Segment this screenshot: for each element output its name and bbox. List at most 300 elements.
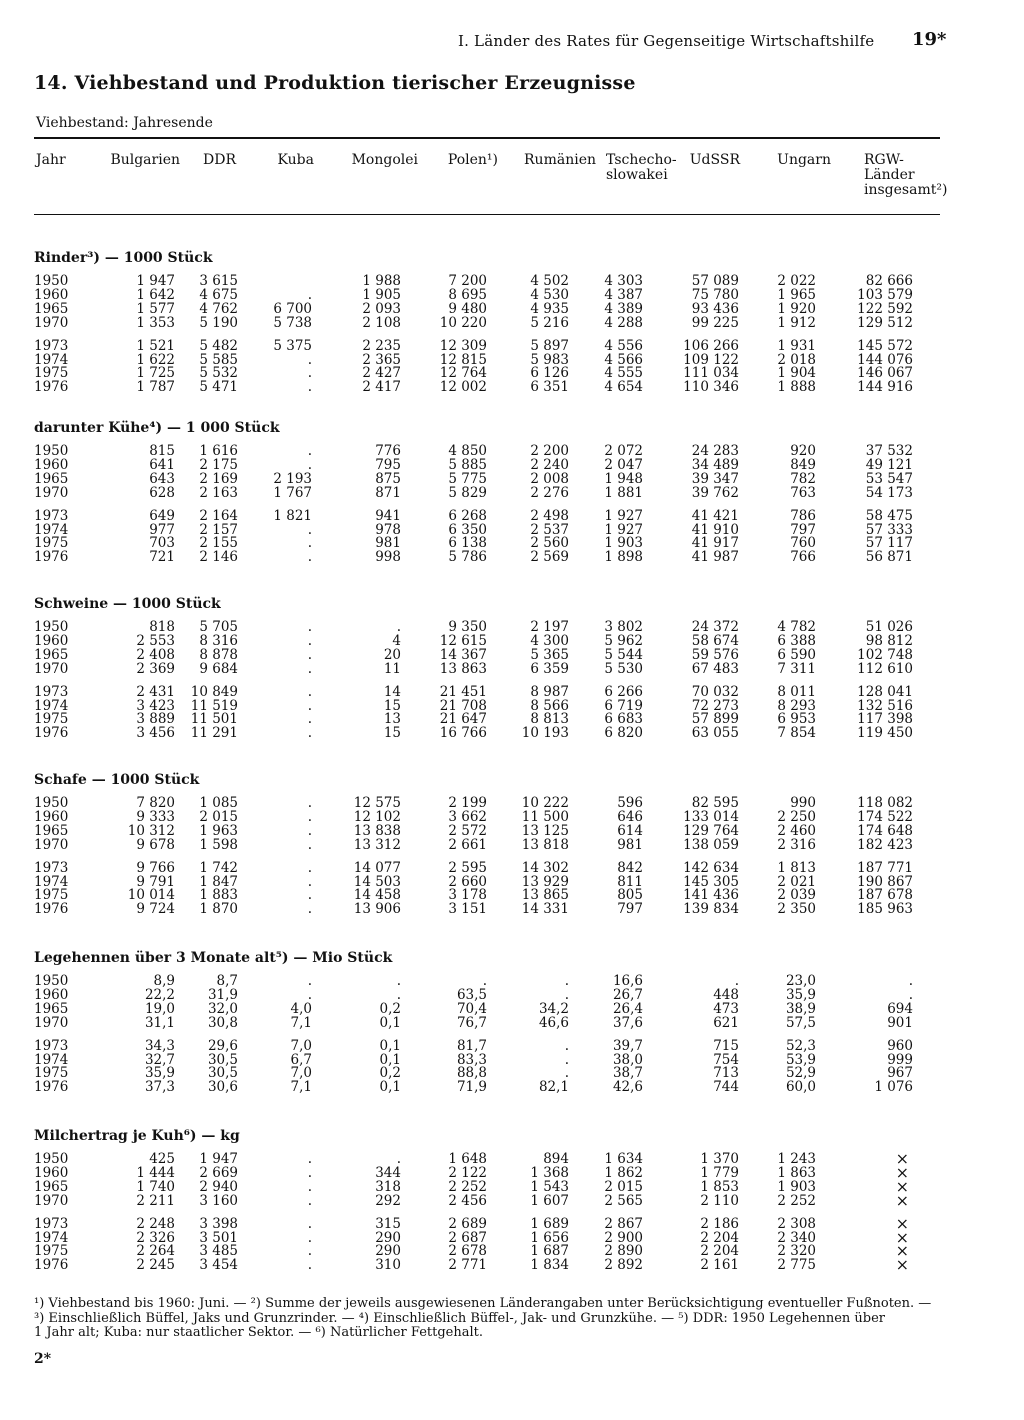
table-row <box>0 712 1024 726</box>
table-cell: 2 940 <box>199 1178 238 1195</box>
table-cell: 54 173 <box>865 484 913 501</box>
table-cell: 2 661 <box>448 836 487 853</box>
table-cell: 10 222 <box>521 795 569 811</box>
table-cell: . <box>307 836 312 853</box>
table-row <box>0 1227 1024 1247</box>
row-year: 1950 <box>34 795 69 811</box>
table-cell: 13 863 <box>439 660 487 677</box>
table-cell: 344 <box>375 1164 401 1181</box>
table-cell: 174 522 <box>857 808 913 825</box>
table-cell: . <box>307 697 312 714</box>
table-cell: 1 521 <box>136 337 175 354</box>
table-cell: 1 444 <box>136 1164 175 1181</box>
table-cell: 875 <box>375 470 401 487</box>
table-cell: 849 <box>790 456 816 473</box>
row-year: 1973 <box>34 507 69 524</box>
table-cell: 1 905 <box>362 286 401 303</box>
footnote-line: ³) Einschließlich Büffel, Jaks und Grunzrinder. — ⁴) Einschließlich Büffel-, Jak- und Grunzkühe. — ⁵) DDR: 1950 Legehennen über <box>34 1310 886 1326</box>
table-cell: 0,1 <box>379 1014 401 1031</box>
table-cell: 39,7 <box>612 1037 643 1054</box>
table-cell: 12 764 <box>439 365 487 382</box>
col-header-kuba: Kuba <box>277 152 314 168</box>
table-cell: 12 575 <box>353 795 401 811</box>
table-cell: 7 854 <box>777 725 816 742</box>
table-cell: . <box>307 873 312 890</box>
row-year: 1975 <box>34 535 69 552</box>
table-cell: 1 243 <box>777 1151 816 1167</box>
table-cell: 318 <box>375 1178 401 1195</box>
table-cell: 797 <box>617 901 643 918</box>
row-year: 1960 <box>34 986 69 1003</box>
table-cell: 1 862 <box>604 1164 643 1181</box>
table-cell: 4 935 <box>530 300 569 317</box>
table-cell: 1 353 <box>136 314 175 331</box>
table-cell: 2 252 <box>777 1192 816 1209</box>
table-cell: 146 067 <box>857 365 913 382</box>
table-row <box>0 1241 1024 1261</box>
table-subtitle: Viehbestand: Jahresende <box>36 115 213 131</box>
table-cell: 13 838 <box>353 822 401 839</box>
table-cell: 29,6 <box>207 1037 238 1054</box>
table-cell: 2 687 <box>448 1229 487 1246</box>
table-cell: 1 622 <box>136 351 175 368</box>
row-year: 1975 <box>34 1243 69 1260</box>
table-cell: 5 829 <box>448 484 487 501</box>
table-cell: 11 <box>383 660 401 677</box>
table-cell: 53 547 <box>865 470 913 487</box>
table-row <box>0 353 1024 367</box>
table-cell: 1 920 <box>777 300 816 317</box>
table-cell: . <box>564 1065 569 1082</box>
table-cell: 0,1 <box>379 1079 401 1096</box>
table-cell: 102 748 <box>857 646 913 663</box>
table-cell: 49 121 <box>865 456 913 473</box>
table-cell: 2 235 <box>362 337 401 354</box>
table-cell: 37,6 <box>612 1014 643 1031</box>
table-cell: × <box>895 1176 909 1196</box>
table-cell: 3 454 <box>199 1257 238 1274</box>
table-cell: 643 <box>149 470 175 487</box>
table-cell: 694 <box>887 1000 913 1017</box>
table-cell: 1 076 <box>874 1079 913 1096</box>
table-cell: 3 615 <box>199 273 238 289</box>
table-cell: 0,2 <box>379 1065 401 1082</box>
table-cell: 0,1 <box>379 1051 401 1068</box>
section-title: darunter Kühe⁴) — 1 000 Stück <box>34 420 280 436</box>
row-year: 1965 <box>34 1178 69 1195</box>
table-cell: 82,1 <box>538 1079 569 1096</box>
table-cell: 41 910 <box>691 521 739 538</box>
table-cell: . <box>564 986 569 1003</box>
table-cell: 30,5 <box>207 1051 238 1068</box>
row-year: 1973 <box>34 1215 69 1232</box>
table-cell: 16 766 <box>439 725 487 742</box>
col-header-tschechoslowakei: Tschecho- slowakei <box>606 152 677 183</box>
table-cell: 6 268 <box>448 507 487 524</box>
table-row <box>0 302 1024 316</box>
table-cell: 9 350 <box>448 619 487 635</box>
table-cell: 9 480 <box>448 300 487 317</box>
table-cell: 2 015 <box>199 808 238 825</box>
table-cell: 3 802 <box>604 619 643 635</box>
table-cell: 12 102 <box>353 808 401 825</box>
table-cell: 2 175 <box>199 456 238 473</box>
table-cell: 4 675 <box>199 286 238 303</box>
table-cell: 75 780 <box>691 286 739 303</box>
table-cell: 473 <box>713 1000 739 1017</box>
table-cell: 628 <box>149 484 175 501</box>
row-year: 1973 <box>34 859 69 876</box>
row-year: 1965 <box>34 470 69 487</box>
table-cell: 1 813 <box>777 859 816 876</box>
table-cell: 10 312 <box>127 822 175 839</box>
table-cell: 8 566 <box>530 697 569 714</box>
table-cell: 7 200 <box>448 273 487 289</box>
row-year: 1965 <box>34 822 69 839</box>
table-cell: 8 878 <box>199 646 238 663</box>
table-cell: 2 553 <box>136 632 175 649</box>
row-year: 1950 <box>34 973 69 989</box>
table-cell: 901 <box>887 1014 913 1031</box>
row-year: 1975 <box>34 711 69 728</box>
table-cell: 2 320 <box>777 1243 816 1260</box>
table-cell: 34,2 <box>538 1000 569 1017</box>
table-cell: 6 700 <box>273 300 312 317</box>
table-cell: 132 516 <box>857 697 913 714</box>
table-cell: 187 678 <box>857 887 913 904</box>
row-year: 1974 <box>34 1051 69 1068</box>
table-cell: 2 365 <box>362 351 401 368</box>
table-cell: 2 775 <box>777 1257 816 1274</box>
sheet-signature: 2* <box>34 1351 52 1367</box>
table-cell: . <box>908 986 913 1003</box>
table-cell: 5 585 <box>199 351 238 368</box>
table-cell: . <box>908 973 913 989</box>
table-cell: . <box>564 1037 569 1054</box>
table-cell: 1 903 <box>604 535 643 552</box>
table-cell: 6 953 <box>777 711 816 728</box>
table-cell: 12 309 <box>439 337 487 354</box>
table-cell: 744 <box>713 1079 739 1096</box>
table-cell: 8 293 <box>777 697 816 714</box>
row-year: 1950 <box>34 443 69 459</box>
table-row <box>0 888 1024 902</box>
table-cell: 998 <box>375 549 401 566</box>
table-cell: 5 738 <box>273 314 312 331</box>
table-cell: × <box>895 1227 909 1247</box>
table-cell: 32,0 <box>207 1000 238 1017</box>
table-cell: 1 634 <box>604 1151 643 1167</box>
table-row <box>0 509 1024 523</box>
table-cell: 1 853 <box>700 1178 739 1195</box>
table-cell: . <box>307 549 312 566</box>
table-row <box>0 288 1024 302</box>
table-cell: . <box>396 619 401 635</box>
table-cell: 5 983 <box>530 351 569 368</box>
table-cell: 13 <box>383 711 401 728</box>
table-cell: . <box>307 901 312 918</box>
section-title: Milchertrag je Kuh⁶) — kg <box>34 1128 240 1144</box>
table-cell: 11 501 <box>190 711 238 728</box>
table-cell: 1 883 <box>199 887 238 904</box>
table-cell: 13 865 <box>521 887 569 904</box>
table-cell: 2 039 <box>777 887 816 904</box>
table-cell: 960 <box>887 1037 913 1054</box>
table-cell: 3 485 <box>199 1243 238 1260</box>
table-cell: 2 161 <box>700 1257 739 1274</box>
table-row <box>0 1213 1024 1233</box>
table-cell: 5 365 <box>530 646 569 663</box>
table-cell: 38,9 <box>785 1000 816 1017</box>
table-cell: 290 <box>375 1229 401 1246</box>
table-cell: × <box>895 1255 909 1275</box>
table-cell: 1 787 <box>136 379 175 396</box>
table-cell: 15 <box>383 697 401 714</box>
row-year: 1974 <box>34 873 69 890</box>
table-cell: 5 885 <box>448 456 487 473</box>
table-cell: 977 <box>149 521 175 538</box>
table-cell: . <box>307 1164 312 1181</box>
table-cell: 6 126 <box>530 365 569 382</box>
table-cell: 2 326 <box>136 1229 175 1246</box>
table-cell: 2 245 <box>136 1257 175 1274</box>
table-cell: × <box>895 1190 909 1210</box>
table-cell: 2 900 <box>604 1229 643 1246</box>
table-cell: 2 350 <box>777 901 816 918</box>
table-cell: . <box>564 973 569 989</box>
table-cell: 2 660 <box>448 873 487 890</box>
table-cell: 1 898 <box>604 549 643 566</box>
table-cell: 111 034 <box>683 365 739 382</box>
table-cell: 1 870 <box>199 901 238 918</box>
table-cell: 30,6 <box>207 1079 238 1096</box>
table-cell: 76,7 <box>456 1014 487 1031</box>
table-row <box>0 902 1024 916</box>
table-cell: 10 220 <box>439 314 487 331</box>
table-cell: . <box>307 822 312 839</box>
table-cell: 1 903 <box>777 1178 816 1195</box>
table-row <box>0 875 1024 889</box>
row-year: 1973 <box>34 683 69 700</box>
table-cell: 999 <box>887 1051 913 1068</box>
table-cell: 290 <box>375 1243 401 1260</box>
table-cell: 14 367 <box>439 646 487 663</box>
col-header-polen: Polen¹) <box>447 152 498 168</box>
table-cell: 0,2 <box>379 1000 401 1017</box>
table-cell: 52,3 <box>785 1037 816 1054</box>
table-cell: 1 543 <box>530 1178 569 1195</box>
table-row <box>0 838 1024 852</box>
table-cell: 2 276 <box>530 484 569 501</box>
table-cell: . <box>307 443 312 459</box>
table-cell: 1 912 <box>777 314 816 331</box>
table-cell: . <box>734 973 739 989</box>
table-cell: 93 436 <box>691 300 739 317</box>
table-cell: 1 834 <box>530 1257 569 1274</box>
table-cell: 2 771 <box>448 1257 487 1274</box>
table-cell: 58 674 <box>691 632 739 649</box>
table-cell: 2 867 <box>604 1215 643 1232</box>
table-cell: 2 565 <box>604 1192 643 1209</box>
table-cell: 145 305 <box>683 873 739 890</box>
table-cell: . <box>307 973 312 989</box>
table-cell: 8,9 <box>153 973 175 989</box>
table-cell: 82 666 <box>865 273 913 289</box>
table-cell: 3 501 <box>199 1229 238 1246</box>
table-row <box>0 726 1024 740</box>
table-cell: 2 678 <box>448 1243 487 1260</box>
table-row <box>0 523 1024 537</box>
table-cell: 14 331 <box>521 901 569 918</box>
table-cell: 39 347 <box>691 470 739 487</box>
table-cell: 2 252 <box>448 1178 487 1195</box>
table-row <box>0 274 1024 288</box>
table-cell: 5 897 <box>530 337 569 354</box>
table-cell: 13 312 <box>353 836 401 853</box>
table-cell: 112 610 <box>857 660 913 677</box>
table-cell: 0,1 <box>379 1037 401 1054</box>
table-cell: 2 264 <box>136 1243 175 1260</box>
table-cell: 7,0 <box>290 1037 312 1054</box>
table-cell: 1 642 <box>136 286 175 303</box>
table-cell: 2 204 <box>700 1243 739 1260</box>
table-cell: 721 <box>149 549 175 566</box>
table-cell: 7,1 <box>290 1014 312 1031</box>
table-row <box>0 1002 1024 1016</box>
table-cell: 21 647 <box>439 711 487 728</box>
table-row <box>0 988 1024 1002</box>
table-cell: . <box>396 986 401 1003</box>
table-cell: 2 340 <box>777 1229 816 1246</box>
table-cell: 15 <box>383 725 401 742</box>
table-cell: 1 616 <box>199 443 238 459</box>
table-row <box>0 1016 1024 1030</box>
table-cell: 2 122 <box>448 1164 487 1181</box>
table-cell: 185 963 <box>857 901 913 918</box>
table-cell: 128 041 <box>857 683 913 700</box>
table-cell: 14 <box>383 683 401 700</box>
table-cell: 2 417 <box>362 379 401 396</box>
table-cell: 4 288 <box>604 314 643 331</box>
table-cell: 1 821 <box>273 507 312 524</box>
table-cell: 138 059 <box>683 836 739 853</box>
table-cell: 1 947 <box>199 1151 238 1167</box>
table-cell: 6 138 <box>448 535 487 552</box>
table-row <box>0 974 1024 988</box>
table-cell: 16,6 <box>612 973 643 989</box>
table-cell: 2 569 <box>530 549 569 566</box>
table-cell: 2 537 <box>530 521 569 538</box>
table-cell: 2 163 <box>199 484 238 501</box>
table-cell: × <box>895 1162 909 1182</box>
table-cell: 141 436 <box>683 887 739 904</box>
table-cell: 38,7 <box>612 1065 643 1082</box>
table-cell: 21 451 <box>439 683 487 700</box>
table-cell: . <box>307 535 312 552</box>
table-cell: 649 <box>149 507 175 524</box>
table-cell: 67 483 <box>691 660 739 677</box>
table-cell: 20 <box>383 646 401 663</box>
footnote-line: ¹) Viehbestand bis 1960: Juni. — ²) Summe der jeweils ausgewiesenen Länderangaben unter Berücksichtigung eventueller Fußnoten. — <box>34 1296 932 1311</box>
table-row <box>0 1149 1024 1168</box>
table-cell: × <box>895 1213 909 1233</box>
table-cell: . <box>307 456 312 473</box>
table-cell: 4 303 <box>604 273 643 289</box>
table-cell: 2 193 <box>273 470 312 487</box>
table-cell: 52,9 <box>785 1065 816 1082</box>
table-cell: 26,7 <box>612 986 643 1003</box>
table-cell: 4 762 <box>199 300 238 317</box>
table-cell: 35,9 <box>144 1065 175 1082</box>
table-cell: 4 850 <box>448 443 487 459</box>
table-cell: 38,0 <box>612 1051 643 1068</box>
table-cell: 1 725 <box>136 365 175 382</box>
table-cell: 9 724 <box>136 901 175 918</box>
row-year: 1973 <box>34 1037 69 1054</box>
table-cell: 24 283 <box>691 443 739 459</box>
table-cell: 981 <box>617 836 643 853</box>
table-cell: 5 375 <box>273 337 312 354</box>
table-cell: 1 927 <box>604 521 643 538</box>
table-cell: 58 475 <box>865 507 913 524</box>
table-cell: 805 <box>617 887 643 904</box>
table-cell: 42,6 <box>612 1079 643 1096</box>
table-cell: 6 820 <box>604 725 643 742</box>
row-year: 1974 <box>34 351 69 368</box>
table-cell: 2 164 <box>199 507 238 524</box>
table-cell: 4 566 <box>604 351 643 368</box>
table-cell: 5 482 <box>199 337 238 354</box>
table-cell: 1 963 <box>199 822 238 839</box>
table-cell: 2 146 <box>199 549 238 566</box>
table-cell: . <box>396 973 401 989</box>
table-cell: 941 <box>375 507 401 524</box>
table-cell: 103 579 <box>857 286 913 303</box>
table-cell: 2 498 <box>530 507 569 524</box>
table-cell: 1 607 <box>530 1192 569 1209</box>
table-cell: 1 948 <box>604 470 643 487</box>
table-cell: 1 988 <box>362 273 401 289</box>
table-cell: . <box>307 521 312 538</box>
table-cell: 621 <box>713 1014 739 1031</box>
row-year: 1960 <box>34 1164 69 1181</box>
table-cell: 2 560 <box>530 535 569 552</box>
table-cell: . <box>307 808 312 825</box>
table-cell: 57,5 <box>785 1014 816 1031</box>
table-cell: 41 917 <box>691 535 739 552</box>
table-cell: 11 519 <box>190 697 238 714</box>
table-cell: . <box>307 859 312 876</box>
table-row <box>0 620 1024 634</box>
table-cell: . <box>307 1192 312 1209</box>
table-cell: 596 <box>617 795 643 811</box>
table-row <box>0 1080 1024 1094</box>
footnotes <box>34 1297 944 1341</box>
table-cell: 1 085 <box>199 795 238 811</box>
table-cell: 23,0 <box>785 973 816 989</box>
table-cell: 4 782 <box>777 619 816 635</box>
table-cell: 2 199 <box>448 795 487 811</box>
table-cell: 8,7 <box>216 973 238 989</box>
table-cell: 894 <box>543 1151 569 1167</box>
row-year: 1975 <box>34 1065 69 1082</box>
table-cell: × <box>895 1149 909 1168</box>
table-cell: 815 <box>149 443 175 459</box>
table-cell: 21 708 <box>439 697 487 714</box>
table-cell: . <box>307 711 312 728</box>
table-cell: 8 813 <box>530 711 569 728</box>
table-row <box>0 861 1024 875</box>
